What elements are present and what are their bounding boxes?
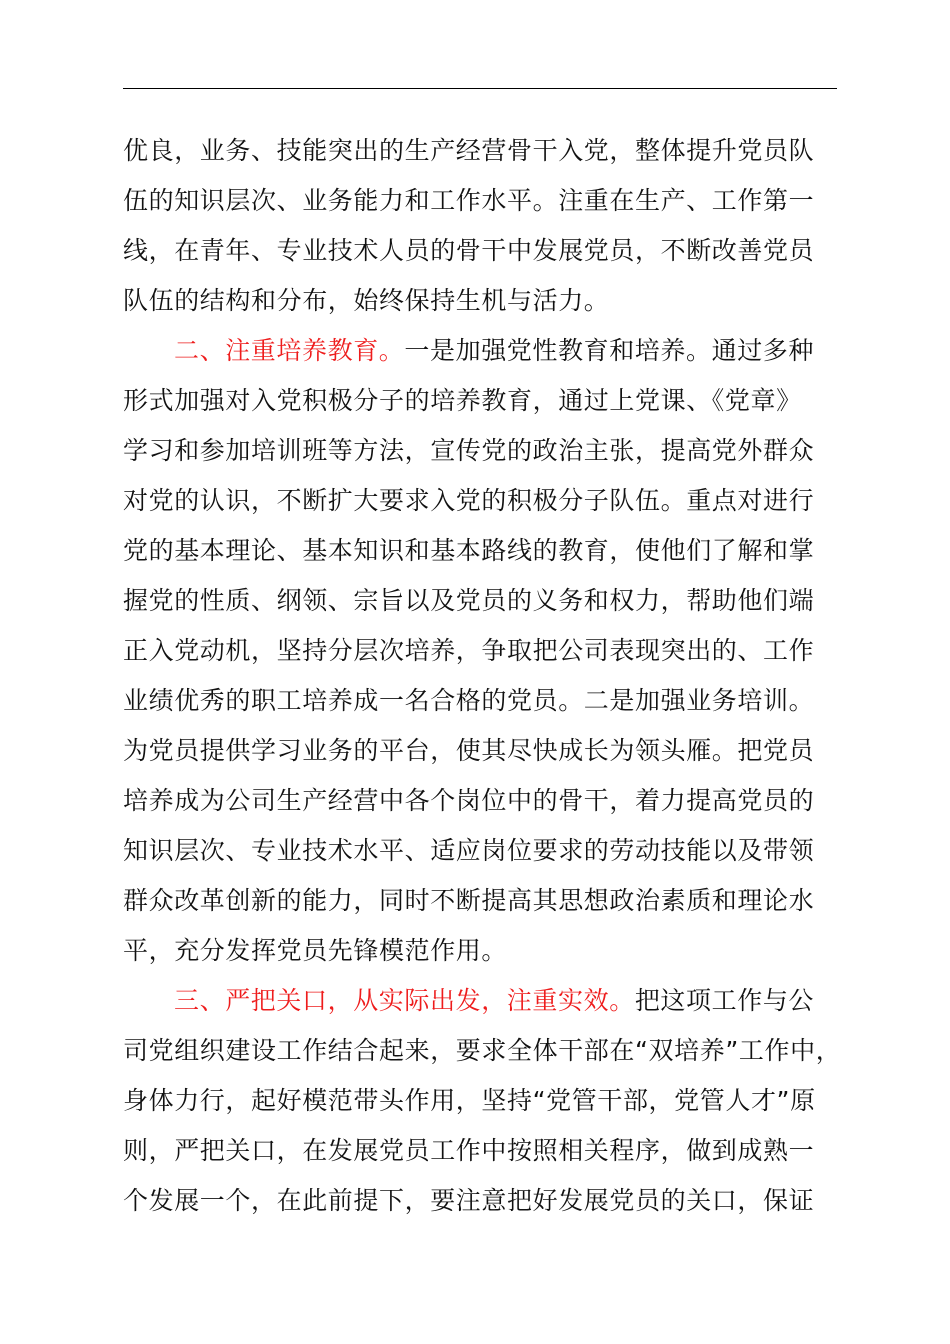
body-text: 把这项工作与公 — [634, 986, 815, 1015]
body-line: 为党员提供学习业务的平台，使其尽快成长为领头雁。把党员 — [123, 736, 815, 765]
section-heading-three: 三、严把关口，从实际出发，注重实效。 — [174, 986, 635, 1015]
body-line: 正入党动机，坚持分层次培养，争取把公司表现突出的、工作 — [123, 636, 815, 665]
body-line: 队伍的结构和分布，始终保持生机与活力。 — [123, 286, 610, 315]
body-line: 优良，业务、技能突出的生产经营骨干入党，整体提升党员队 — [123, 136, 815, 165]
body-line: 培养成为公司生产经营中各个岗位中的骨干，着力提高党员的 — [123, 786, 815, 815]
body-line: 学习和参加培训班等方法，宣传党的政治主张，提高党外群众 — [123, 436, 815, 465]
body-text: 一是加强党性教育和培养。通过多种 — [404, 336, 815, 365]
body-line: 业绩优秀的职工培养成一名合格的党员。二是加强业务培训。 — [123, 686, 815, 715]
body-line: 握党的性质、纲领、宗旨以及党员的义务和权力，帮助他们端 — [123, 586, 815, 615]
body-line: 平，充分发挥党员先锋模范作用。 — [123, 936, 508, 965]
section-two-first-line — [123, 326, 851, 376]
body-line: 伍的知识层次、业务能力和工作水平。注重在生产、工作第一 — [123, 186, 815, 215]
section-three-first-line — [123, 976, 851, 1026]
body-line: 知识层次、专业技术水平、适应岗位要求的劳动技能以及带领 — [123, 836, 815, 865]
document-body — [123, 126, 851, 1226]
body-line: 司党组织建设工作结合起来，要求全体干部在“双培养”工作中， — [123, 1036, 842, 1065]
body-line: 线，在青年、专业技术人员的骨干中发展党员，不断改善党员 — [123, 236, 815, 265]
section-heading-two: 二、注重培养教育。 — [174, 336, 405, 365]
header-rule — [123, 88, 837, 89]
body-line: 对党的认识，不断扩大要求入党的积极分子队伍。重点对进行 — [123, 486, 815, 515]
body-line: 党的基本理论、基本知识和基本路线的教育，使他们了解和掌 — [123, 536, 815, 565]
body-line: 则，严把关口，在发展党员工作中按照相关程序，做到成熟一 — [123, 1136, 815, 1165]
body-line: 身体力行，起好模范带头作用，坚持“党管干部，党管人才”原 — [123, 1086, 816, 1115]
body-line: 形式加强对入党积极分子的培养教育，通过上党课、《党章》 — [123, 386, 802, 415]
body-line: 群众改革创新的能力，同时不断提高其思想政治素质和理论水 — [123, 886, 815, 915]
body-line: 个发展一个，在此前提下，要注意把好发展党员的关口，保证 — [123, 1186, 815, 1215]
